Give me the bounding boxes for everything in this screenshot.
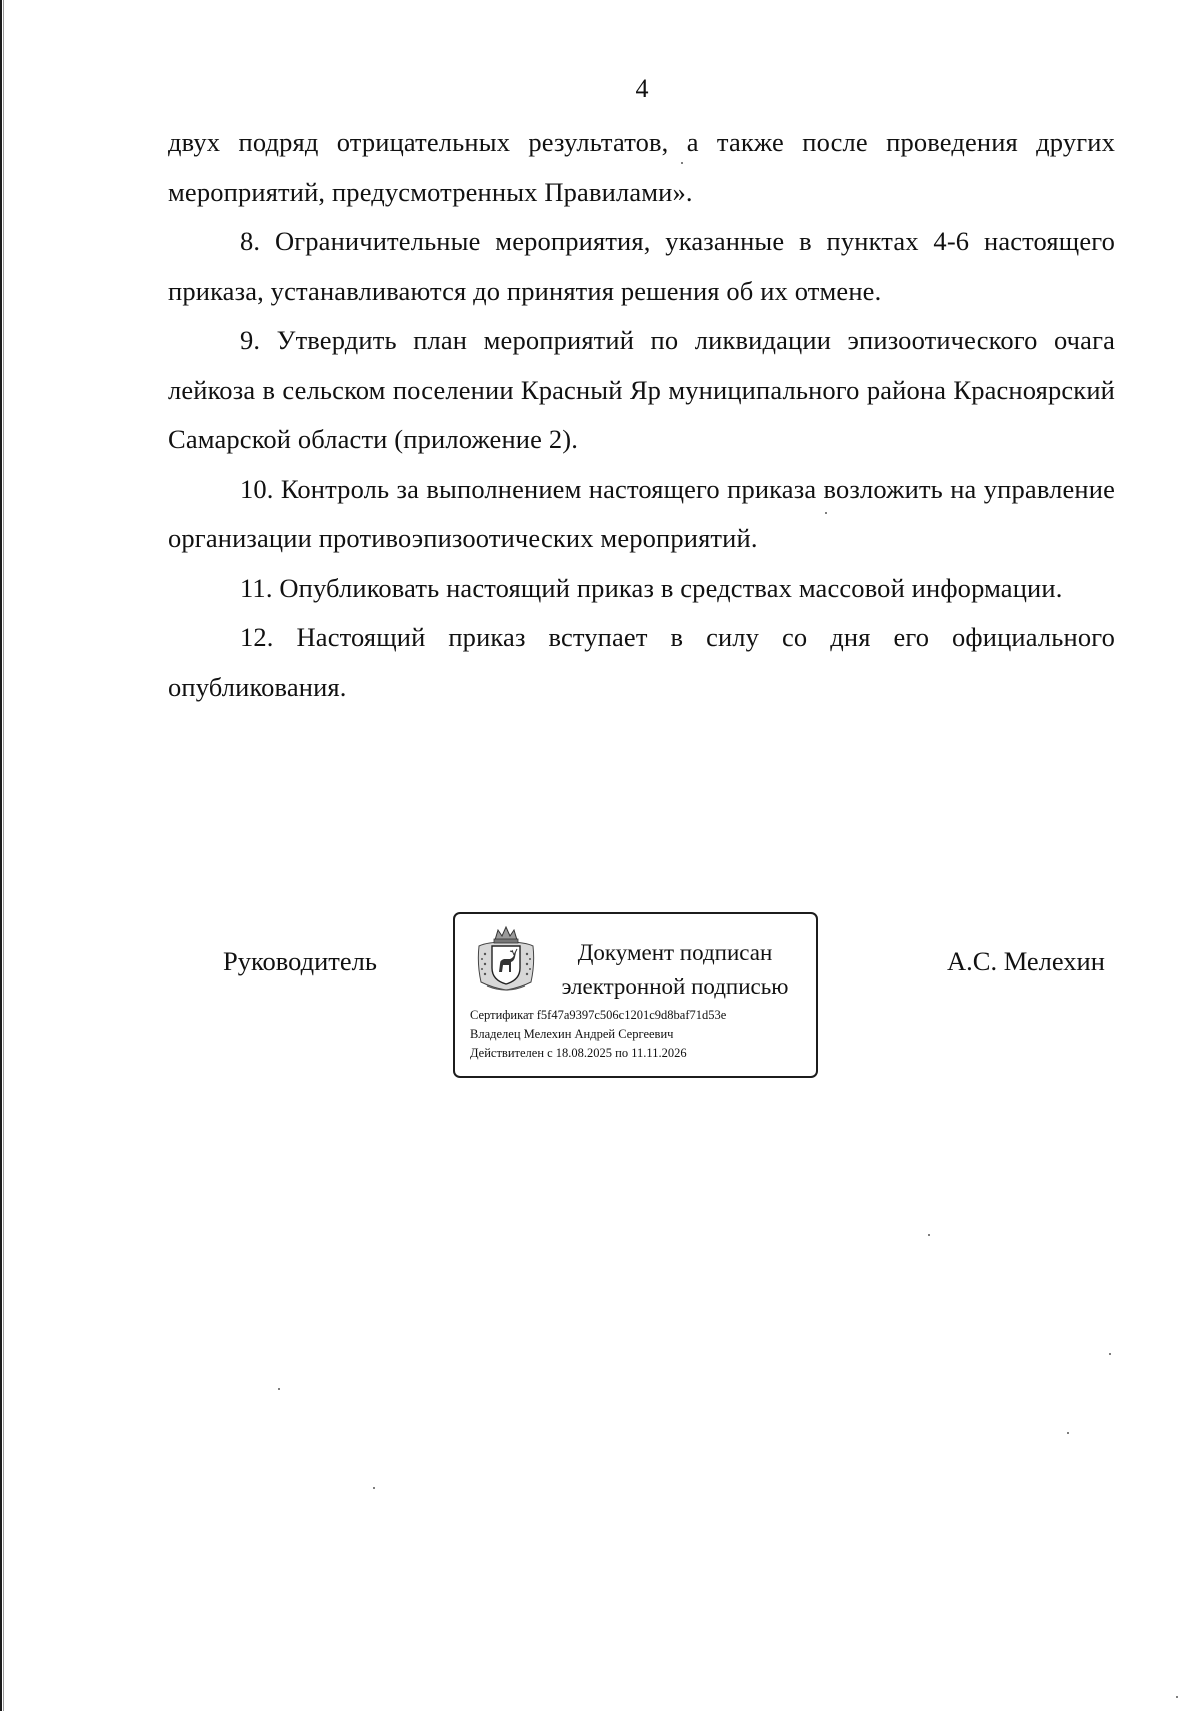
page-number: 4 <box>635 74 649 103</box>
scan-speck <box>373 1487 375 1489</box>
paragraph-item-12: 12. Настоящий приказ вступает в силу со дня его официального опубликования. <box>168 622 1115 702</box>
scan-left-edge <box>0 0 2 1711</box>
stamp-title-line-1: Документ подписан <box>577 940 773 965</box>
certificate-id: Сертификат f5f47a9397c506c1201c9d8baf71d53e <box>470 1008 727 1022</box>
scan-speck <box>825 512 827 514</box>
certificate-validity: Действителен с 18.08.2025 по 11.11.2026 <box>470 1046 687 1060</box>
paragraph-continuation: двух подряд отрицательных результатов, а также после проведения других мероприятий, предусмотренных Правилами». <box>168 127 1115 207</box>
certificate-owner: Владелец Мелехин Андрей Сергеевич <box>470 1027 674 1041</box>
samara-region-coat-of-arms-icon <box>473 924 539 994</box>
scan-left-edge-shadow <box>3 0 4 1711</box>
scan-speck <box>928 1234 930 1236</box>
scan-speck <box>681 162 683 164</box>
stamp-details <box>470 1006 726 1063</box>
stamp-title <box>555 936 795 1004</box>
document-body <box>168 118 1115 712</box>
scan-speck <box>278 1388 280 1390</box>
paragraph-item-9: 9. Утвердить план мероприятий по ликвидации эпизоотического очага лейкоза в сельском поселении Красный Яр муниципального района Красноярский Самарской области (приложение 2). <box>168 325 1115 454</box>
stamp-title-line-2: электронной подписью <box>561 974 789 999</box>
electronic-signature-stamp <box>453 912 818 1078</box>
paragraph-item-10: 10. Контроль за выполнением настоящего приказа возложить на управление организации противоэпизоотических мероприятий. <box>168 473 1115 553</box>
scan-speck <box>1109 1353 1111 1355</box>
scan-speck <box>1067 1432 1069 1434</box>
paragraph-item-11: 11. Опубликовать настоящий приказ в средствах массовой информации. <box>240 572 1063 603</box>
signature-block <box>0 912 1200 1082</box>
signer-name: А.С. Мелехин <box>947 946 1105 976</box>
paragraph-item-8: 8. Ограничительные мероприятия, указанные в пунктах 4-6 настоящего приказа, устанавливаются до принятия решения об их отмене. <box>168 226 1115 306</box>
signer-role: Руководитель <box>223 946 377 976</box>
scan-speck <box>1176 1696 1178 1698</box>
